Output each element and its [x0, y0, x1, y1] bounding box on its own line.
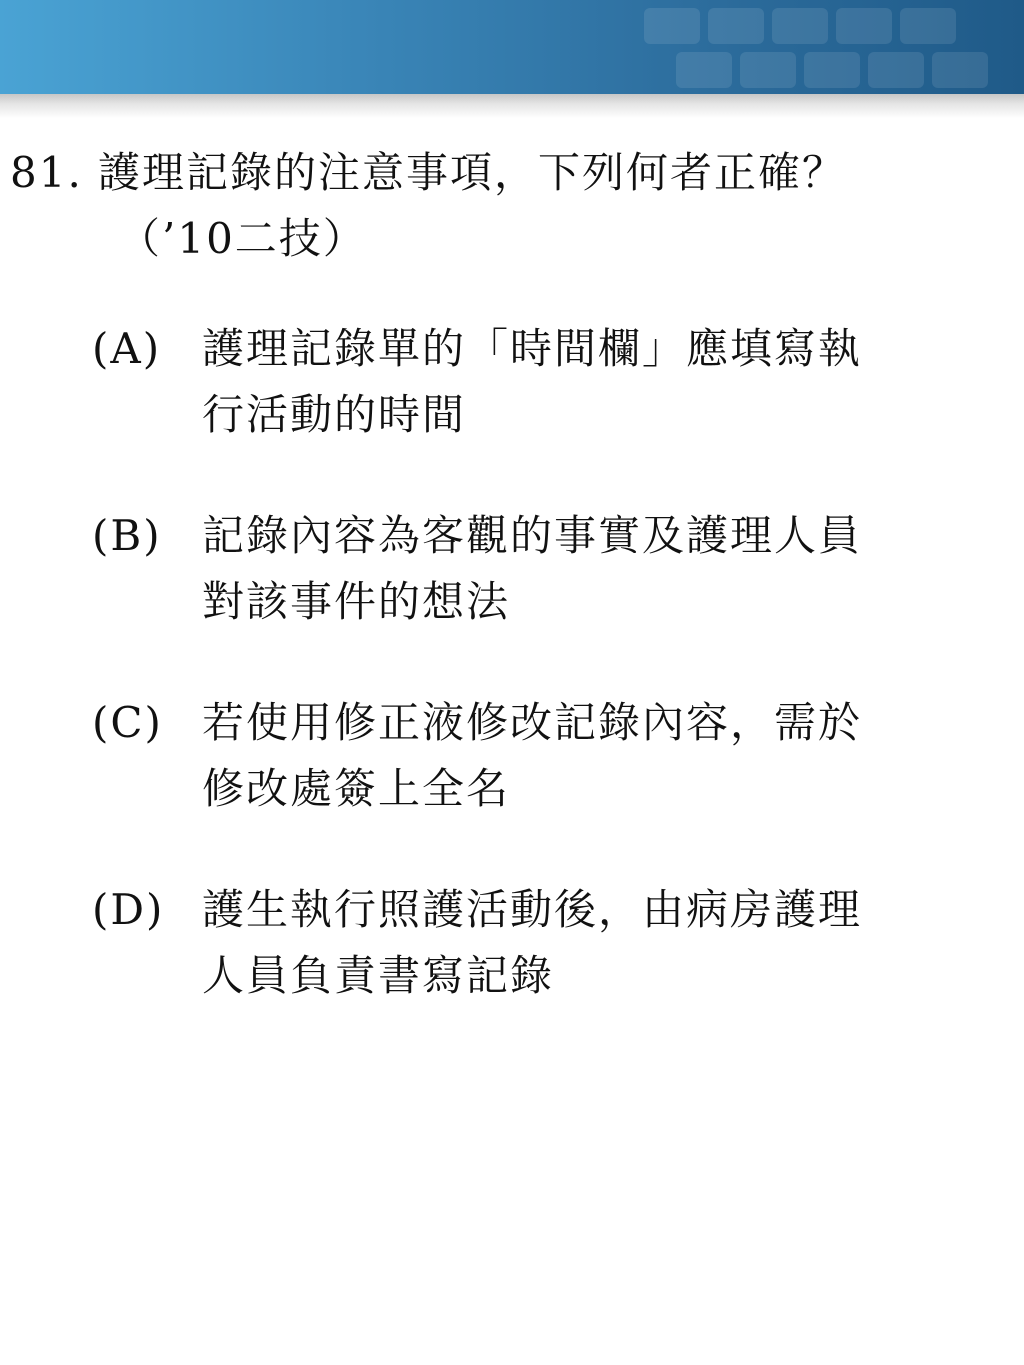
option-text [202, 503, 1002, 635]
option-text-line-2: 對該事件的想法 [202, 577, 511, 626]
option-text [202, 316, 1002, 448]
option-label: (A) [92, 324, 162, 373]
option-text-line-2: 行活動的時間 [202, 390, 467, 439]
option-text-line-1: 護理記錄單的「時間欄」應填寫執 [202, 324, 863, 373]
option-d [0, 877, 1024, 1009]
question-number: 81. [10, 148, 83, 197]
option-text [202, 877, 1002, 1009]
option-label: (D) [92, 885, 165, 934]
question-source: （’10二技） [118, 214, 367, 263]
option-text-line-1: 護生執行照護活動後，由病房護理 [202, 885, 863, 934]
header-banner [0, 0, 1024, 94]
option-b [0, 503, 1024, 635]
option-text-line-1: 記錄內容為客觀的事實及護理人員 [202, 511, 863, 560]
header-shadow [0, 94, 1024, 118]
option-label: (C) [92, 698, 163, 747]
option-a [0, 316, 1024, 448]
option-text-line-1: 若使用修正液修改記錄內容，需於 [202, 698, 863, 747]
question-text: 護理記錄的注意事項，下列何者正確？ [98, 148, 847, 197]
option-text [202, 690, 1002, 822]
question-line-1 [10, 140, 1024, 206]
option-text-line-2: 修改處簽上全名 [202, 764, 511, 813]
option-label: (B) [92, 511, 162, 560]
option-text-line-2: 人員負責書寫記錄 [202, 951, 555, 1000]
options-list [0, 316, 1024, 1009]
option-c [0, 690, 1024, 822]
question [0, 140, 1024, 272]
banner-decoration [644, 8, 1004, 88]
slide-content [0, 140, 1024, 1064]
